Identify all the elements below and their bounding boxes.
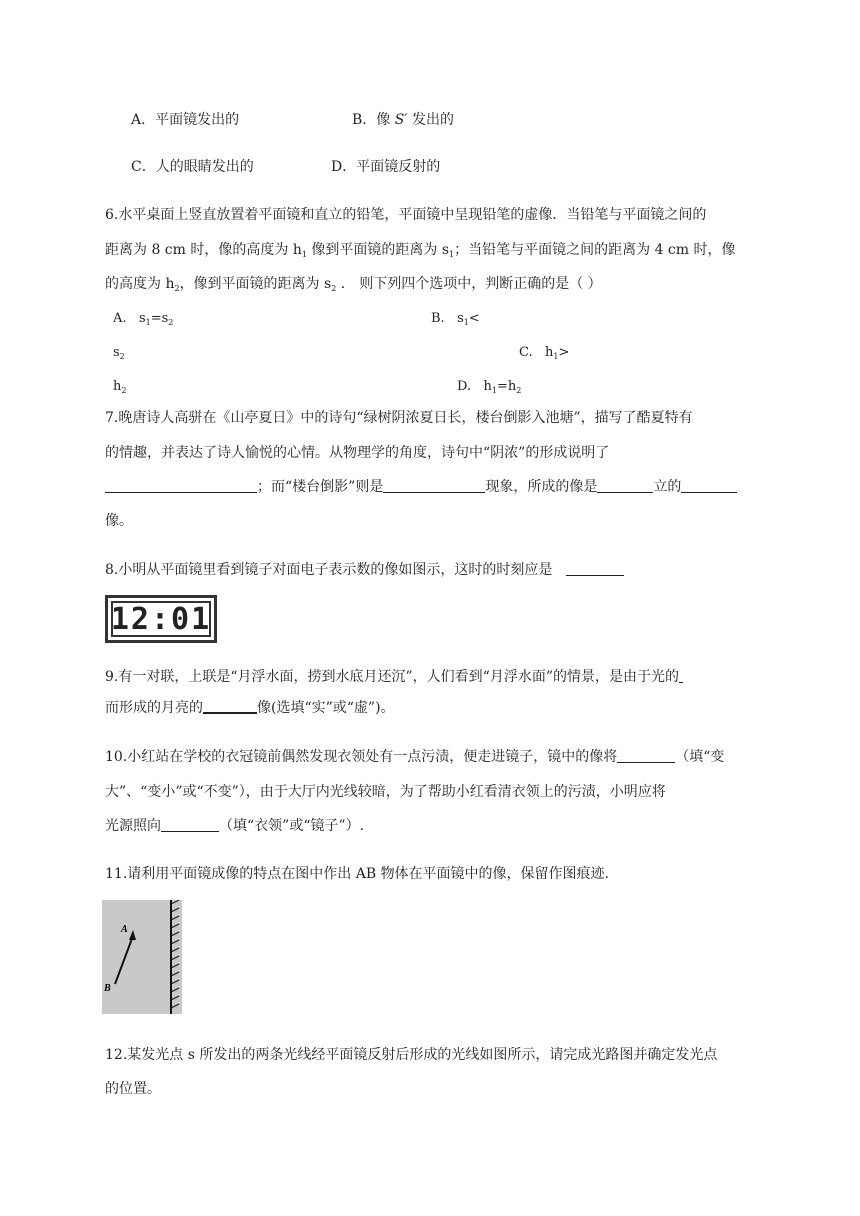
- q7-blank-4[interactable]: [681, 478, 737, 493]
- q6-line-3c: ． 则下列四个选项中，判断正确的是（ ）: [336, 276, 602, 292]
- q6-line-3b: ，像到平面镜的距离为 s: [179, 276, 332, 292]
- q6-sub: 2: [119, 352, 125, 361]
- q6-sub: 1: [145, 318, 151, 327]
- plane-mirror-figure: [102, 900, 182, 1014]
- q6-option-b-op: <: [468, 311, 480, 326]
- q7-line-1: 7.晚唐诗人高骈在《山亭夏日》中的诗句“绿树阴浓夏日长，楼台倒影入池塘”，描写了酷夏特有: [105, 410, 693, 426]
- label-b: B: [104, 983, 111, 994]
- q7-line-2: 的情趣，并表达了诗人愉悦的心情。从物理学的角度，诗句中“阴浓”的形成说明了: [105, 445, 610, 461]
- q6-option-c: [519, 343, 569, 367]
- q6-sub: 2: [516, 386, 522, 395]
- q5-option-c: C．人的眼睛发出的: [131, 159, 254, 175]
- q6-sub: 1: [301, 250, 307, 259]
- clock-display: 12:01: [110, 601, 212, 637]
- q6-option-a-label: A.: [113, 311, 127, 326]
- q5-option-b-symbol: S′: [394, 112, 408, 128]
- q5-option-a: A．平面镜发出的: [131, 112, 240, 128]
- q6-line-2b: 像到平面镜的距离为 s: [306, 242, 450, 258]
- q6-option-d-h: h: [483, 379, 492, 394]
- q5-option-b: [352, 110, 454, 130]
- q7-line-3: [105, 477, 737, 497]
- q6-line-2a: 距离为 8 cm 时，像的高度为 h: [105, 242, 302, 258]
- q9-line-1: [105, 667, 683, 687]
- q6-sub: 2: [121, 386, 127, 395]
- q6-sub: 2: [174, 284, 180, 293]
- q7-blank-1[interactable]: [105, 478, 257, 493]
- q10-line-1b: （填“变: [675, 749, 725, 765]
- q9-line-2a: 而形成的月亮的: [105, 700, 203, 716]
- q5-option-b-text: B．像: [352, 112, 391, 128]
- q6-option-b-cont-s: s: [113, 345, 120, 360]
- q6-option-d-label: D.: [457, 379, 472, 394]
- q6-option-d-eq: =h: [496, 379, 517, 394]
- q6-sub: 2: [168, 318, 174, 327]
- q6-option-c-op: >: [558, 345, 570, 360]
- q6-option-b-cont: [113, 343, 125, 367]
- q6-option-d: [457, 377, 521, 401]
- q7-blank-3[interactable]: [597, 478, 653, 493]
- q6-sub: 1: [491, 386, 497, 395]
- q6-line-3: [105, 274, 602, 299]
- q6-sub: 1: [553, 352, 559, 361]
- q9-line-2b: 像(选填“实”或“虚”)。: [257, 700, 395, 716]
- digital-clock-figure: [105, 595, 217, 643]
- q10-line-3: [105, 816, 364, 836]
- q11-text: 11.请利用平面镜成像的特点在图中作出 AB 物体在平面镜中的像，保留作图痕迹.: [105, 866, 610, 882]
- q9-blank-2[interactable]: [203, 698, 257, 714]
- q9-blank-1[interactable]: [679, 668, 683, 683]
- q10-line-3b: （填“衣领”或“镜子”）.: [219, 818, 365, 834]
- q12-line-1: 12.某发光点 s 所发出的两条光线经平面镜反射后形成的光线如图所示，请完成光路图并确定发光点: [105, 1047, 718, 1063]
- q6-option-b: [431, 309, 480, 333]
- q9-line-1-text: 9.有一对联，上联是“月浮水面，捞到水底月还沉”，人们看到“月浮水面”的情景，是由于光的: [105, 669, 679, 685]
- q5-option-b-tail: 发出的: [411, 112, 454, 128]
- q10-line-2: 大”、“变小”或“不变”），由于大厅内光线较暗，为了帮助小红看清衣领上的污渍，小明应将: [105, 784, 666, 800]
- q10-blank-2[interactable]: [161, 817, 219, 832]
- q6-line-3a: 的高度为 h: [105, 276, 175, 292]
- q6-line-1: 6.水平桌面上竖直放置着平面镜和直立的铅笔，平面镜中呈现铅笔的虚像．当铅笔与平面镜之间的: [105, 207, 707, 223]
- q7-line-3b: 现象，所成的像是: [485, 479, 598, 495]
- q5-option-d: D．平面镜反射的: [331, 159, 441, 175]
- q8-blank[interactable]: [566, 561, 624, 576]
- q6-line-2: [105, 240, 736, 265]
- q6-option-c-cont: [113, 377, 126, 401]
- q8-question: 8.小明从平面镜里看到镜子对面电子表示数的像如图示，这时的时刻应是: [105, 562, 553, 578]
- q12-line-2: 的位置。: [105, 1081, 161, 1097]
- q8-text: [105, 560, 624, 580]
- q6-line-2c: ；当铅笔与平面镜之间的距离为 4 cm 时，像: [454, 242, 736, 258]
- q6-sub: 2: [331, 284, 337, 293]
- q6-sub: 1: [463, 318, 469, 327]
- q10-blank-1[interactable]: [617, 748, 675, 763]
- q6-option-c-label: C.: [519, 345, 533, 360]
- q6-option-b-label: B.: [431, 311, 445, 326]
- label-a: A: [121, 924, 128, 935]
- q7-blank-2[interactable]: [383, 478, 485, 493]
- q9-line-2: [105, 698, 395, 718]
- q10-line-1a: 10.小红站在学校的衣冠镜前偶然发现衣领处有一点污渍，便走进镜子，镜中的像将: [105, 749, 618, 765]
- q7-line-3a: ；而“楼台倒影”则是: [257, 479, 384, 495]
- q10-line-1: [105, 747, 724, 767]
- q6-option-a-eq: =s: [150, 311, 169, 326]
- q6-option-b-s: s: [457, 311, 464, 326]
- q6-sub: 1: [449, 250, 455, 259]
- q6-option-a-s: s: [138, 311, 146, 326]
- q7-line-4: 像。: [105, 513, 133, 529]
- q7-line-3c: 立的: [653, 479, 682, 495]
- q6-option-c-h: h: [545, 345, 554, 360]
- q6-option-c-cont-h: h: [113, 379, 122, 394]
- q10-line-3a: 光源照向: [105, 818, 161, 834]
- q6-option-a: [113, 309, 173, 333]
